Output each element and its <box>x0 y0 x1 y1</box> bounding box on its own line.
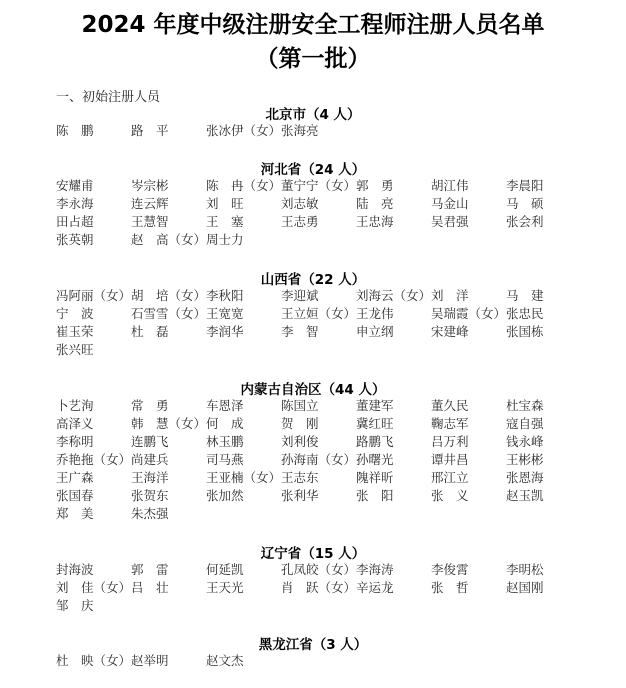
registrant-name: 辛运龙 <box>356 580 394 595</box>
registrant-name: 岑宗彬 <box>131 178 169 193</box>
registrant-name: 陈国立 <box>281 398 319 413</box>
registrant-name: 马 建 <box>506 288 544 303</box>
registrant-name: 张兴旺 <box>56 342 94 357</box>
registrant-name: 杜 映（女） <box>56 653 132 668</box>
registrant-name: 吕万利 <box>431 434 469 449</box>
registrant-name: 赵 高（女） <box>131 232 207 247</box>
registrant-name: 钱永峰 <box>506 434 544 449</box>
registrant-name: 郑 美 <box>56 506 94 521</box>
registrant-name: 冀红旺 <box>356 416 394 431</box>
region-heading: 山西省（22 人） <box>260 272 366 288</box>
registrant-name: 王天光 <box>206 580 244 595</box>
registrant-name: 林玉鹏 <box>206 434 244 449</box>
registrant-name: 何 成 <box>206 416 244 431</box>
registrant-name: 刘 洋 <box>431 288 469 303</box>
registrant-name: 路鹏飞 <box>356 434 394 449</box>
registrant-name: 李迎斌 <box>281 288 319 303</box>
registrant-name: 安耀甫 <box>56 178 94 193</box>
registrant-name: 石雪雪（女） <box>131 306 207 321</box>
name-row <box>56 469 596 487</box>
registrant-name: 马 硕 <box>506 196 544 211</box>
registrant-name: 张恩海 <box>506 470 544 485</box>
registrant-name: 王宽宽 <box>206 306 244 321</box>
name-row <box>56 323 596 341</box>
registrant-name: 刘 佳（女） <box>56 580 132 595</box>
region-heading: 北京市（4 人） <box>265 107 361 123</box>
registrant-name: 王慧智 <box>131 214 169 229</box>
registrant-name: 张 哲 <box>431 580 469 595</box>
registrant-name: 王亚楠（女） <box>206 470 282 485</box>
registrant-name: 刘 旺 <box>206 196 244 211</box>
registrant-name: 孙海南（女） <box>281 452 357 467</box>
registrant-name: 郭 雷 <box>131 562 169 577</box>
registrant-name: 李俊霄 <box>431 562 469 577</box>
name-row <box>56 505 596 523</box>
registrant-name: 赵国刚 <box>506 580 544 595</box>
name-row <box>56 177 596 195</box>
region-heading: 黑龙江省（3 人） <box>258 637 368 653</box>
registrant-name: 杜 磊 <box>131 324 169 339</box>
name-row <box>56 231 596 249</box>
registrant-name: 邢江立 <box>431 470 469 485</box>
registrant-name: 吴瑞霞（女） <box>431 306 507 321</box>
registrant-name: 封海波 <box>56 562 94 577</box>
name-row <box>56 597 596 615</box>
name-row <box>56 195 596 213</box>
name-row <box>56 213 596 231</box>
registrant-name: 张冰伊（女） <box>206 123 282 138</box>
registrant-name: 杜宝森 <box>506 398 544 413</box>
registrant-name: 赵文杰 <box>206 653 244 668</box>
registrant-name: 王 塞 <box>206 214 244 229</box>
registrant-name: 朱杰强 <box>131 506 169 521</box>
registrant-name: 申立纲 <box>356 324 394 339</box>
registrant-name: 李明松 <box>506 562 544 577</box>
registrant-name: 隗祥昕 <box>356 470 394 485</box>
document-title: 2024 年度中级注册安全工程师注册人员名单 <box>81 12 545 38</box>
registrant-name: 李晨阳 <box>506 178 544 193</box>
region-heading: 辽宁省（15 人） <box>260 546 366 562</box>
section-heading: 一、初始注册人员 <box>56 90 161 105</box>
registrant-name: 张利华 <box>281 488 319 503</box>
registrant-name: 乔艳拖（女） <box>56 452 132 467</box>
document-subtitle: （第一批） <box>255 46 371 72</box>
registrant-name: 李润华 <box>206 324 244 339</box>
registrant-name: 车恩泽 <box>206 398 244 413</box>
name-row <box>56 122 596 140</box>
registrant-name: 刘志敏 <box>281 196 319 211</box>
registrant-name: 李永海 <box>56 196 94 211</box>
registrant-name: 周士力 <box>206 232 244 247</box>
registrant-name: 王志勇 <box>281 214 319 229</box>
registrant-name: 张加然 <box>206 488 244 503</box>
registrant-name: 李海涛 <box>356 562 394 577</box>
registrant-name: 董宁宁（女） <box>281 178 357 193</box>
name-row <box>56 397 596 415</box>
registrant-name: 王志东 <box>281 470 319 485</box>
registrant-name: 张英朝 <box>56 232 94 247</box>
name-row <box>56 305 596 323</box>
registrant-name: 王彬彬 <box>506 452 544 467</box>
registrant-name: 贺 刚 <box>281 416 319 431</box>
registrant-name: 张国春 <box>56 488 94 503</box>
registrant-name: 路 平 <box>131 123 169 138</box>
registrant-name: 鞠志军 <box>431 416 469 431</box>
registrant-name: 刘海云（女） <box>356 288 432 303</box>
registrant-name: 卜艺洵 <box>56 398 94 413</box>
name-grid <box>56 397 596 523</box>
registrant-name: 赵举明 <box>131 653 169 668</box>
name-row <box>56 561 596 579</box>
registrant-name: 吕 壮 <box>131 580 169 595</box>
registrant-name: 张忠民 <box>506 306 544 321</box>
name-grid <box>56 652 596 670</box>
registrant-name: 陈 鹏 <box>56 123 94 138</box>
registrant-name: 宋建峰 <box>431 324 469 339</box>
registrant-name: 赵玉凯 <box>506 488 544 503</box>
registrant-name: 邹 庆 <box>56 598 94 613</box>
name-row <box>56 341 596 359</box>
registrant-name: 肖 跃（女） <box>281 580 357 595</box>
registrant-name: 马金山 <box>431 196 469 211</box>
name-grid <box>56 177 596 249</box>
registrant-name: 胡江伟 <box>431 178 469 193</box>
name-row <box>56 433 596 451</box>
registrant-name: 陆 亮 <box>356 196 394 211</box>
registrant-name: 王龙伟 <box>356 306 394 321</box>
name-row <box>56 652 596 670</box>
name-grid <box>56 287 596 359</box>
registrant-name: 李称明 <box>56 434 94 449</box>
name-grid <box>56 122 596 140</box>
registrant-name: 张 阳 <box>356 488 394 503</box>
region-heading: 内蒙古自治区（44 人） <box>240 382 386 398</box>
registrant-name: 张贺东 <box>131 488 169 503</box>
name-row <box>56 287 596 305</box>
registrant-name: 王海洋 <box>131 470 169 485</box>
name-row <box>56 415 596 433</box>
registrant-name: 寇自强 <box>506 416 544 431</box>
registrant-name: 王广森 <box>56 470 94 485</box>
registrant-name: 常 勇 <box>131 398 169 413</box>
registrant-name: 高泽义 <box>56 416 94 431</box>
registrant-name: 韩 慧（女） <box>131 416 207 431</box>
registrant-name: 吴君强 <box>431 214 469 229</box>
registrant-name: 孙曙光 <box>356 452 394 467</box>
registrant-name: 胡 培（女） <box>131 288 207 303</box>
name-row <box>56 451 596 469</box>
registrant-name: 冯阿丽（女） <box>56 288 132 303</box>
registrant-name: 崔玉荣 <box>56 324 94 339</box>
name-row <box>56 487 596 505</box>
registrant-name: 张会利 <box>506 214 544 229</box>
registrant-name: 董建军 <box>356 398 394 413</box>
registrant-name: 王忠海 <box>356 214 394 229</box>
registrant-name: 董久民 <box>431 398 469 413</box>
registrant-name: 孔凤皎（女） <box>281 562 357 577</box>
registrant-name: 田占超 <box>56 214 94 229</box>
registrant-name: 连云辉 <box>131 196 169 211</box>
registrant-name: 张 义 <box>431 488 469 503</box>
name-grid <box>56 561 596 615</box>
registrant-name: 陈 冉（女） <box>206 178 282 193</box>
registrant-name: 谭井昌 <box>431 452 469 467</box>
region-heading: 河北省（24 人） <box>260 162 366 178</box>
registrant-name: 刘利俊 <box>281 434 319 449</box>
registrant-name: 李秋阳 <box>206 288 244 303</box>
registrant-name: 张国栋 <box>506 324 544 339</box>
name-row <box>56 579 596 597</box>
registrant-name: 宁 波 <box>56 306 94 321</box>
registrant-name: 尚建兵 <box>131 452 169 467</box>
registrant-name: 郭 勇 <box>356 178 394 193</box>
registrant-name: 连鹏飞 <box>131 434 169 449</box>
registrant-name: 李 智 <box>281 324 319 339</box>
registrant-name: 张海亮 <box>281 123 319 138</box>
registrant-name: 司马燕 <box>206 452 244 467</box>
registrant-name: 王立姮（女） <box>281 306 357 321</box>
registrant-name: 何延凯 <box>206 562 244 577</box>
